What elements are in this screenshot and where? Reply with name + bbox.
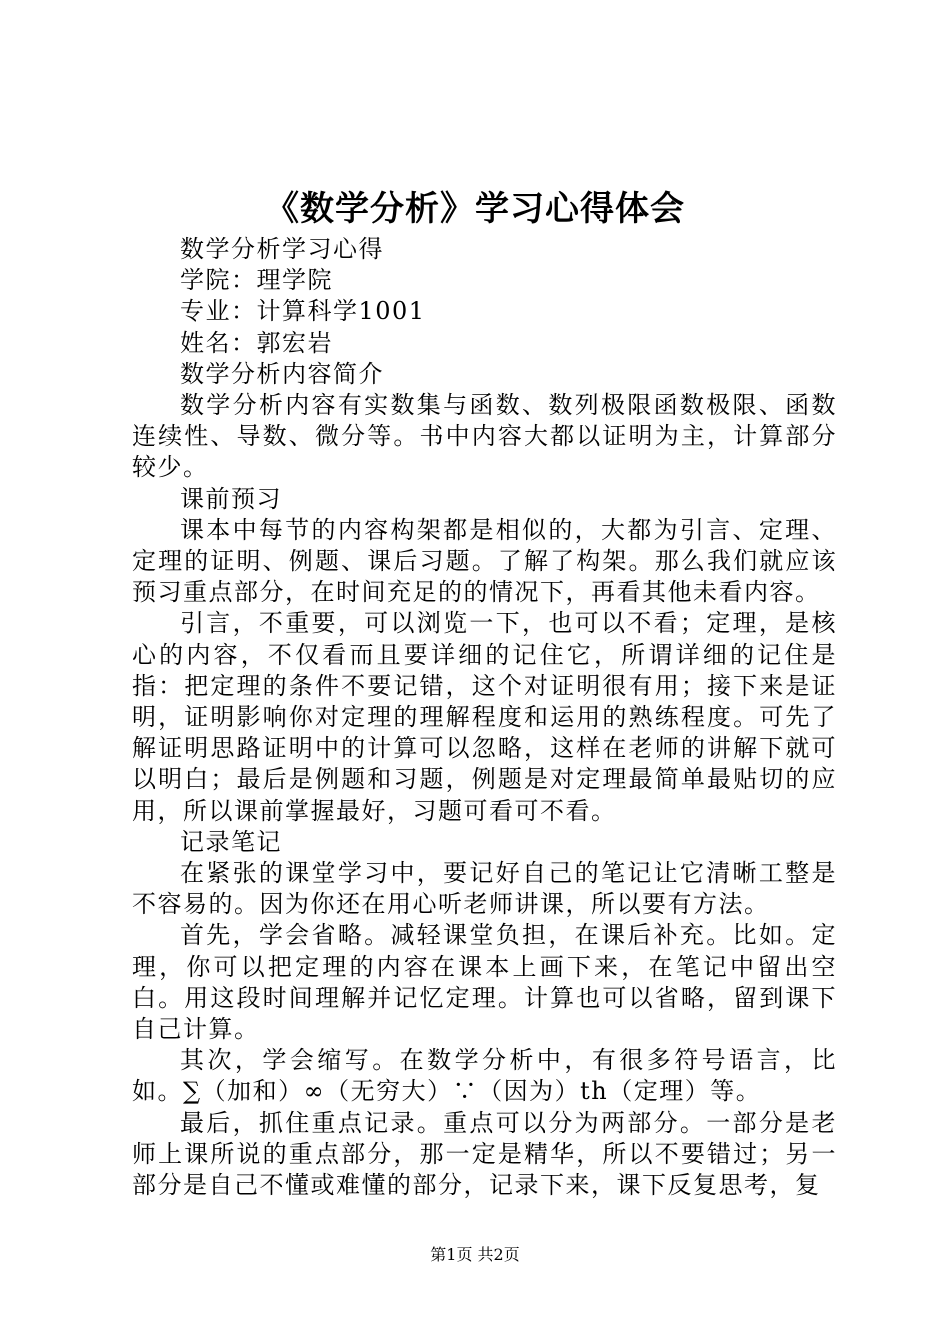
section-heading-notes: 记录笔记: [180, 827, 282, 856]
paragraph-notes-3: 其次，学会缩写。在数学分析中，有很多符号语言，比如。∑（加和）∞（无穷大）∵（因为）th（定理）等。: [132, 1046, 837, 1106]
section-heading-intro: 数学分析内容简介: [180, 359, 384, 388]
page-footer: 第1页 共2页: [430, 1245, 520, 1264]
paragraph-intro: 数学分析内容有实数集与函数、数列极限函数极限、函数连续性、导数、微分等。书中内容大都以证明为主，计算部分较少。: [132, 391, 837, 482]
document-title: 《数学分析》学习心得体会: [265, 189, 685, 229]
name-line: 姓名：郭宏岩: [180, 328, 333, 357]
section-heading-preview: 课前预习: [180, 484, 282, 513]
paragraph-preview-1: 课本中每节的内容构架都是相似的，大都为引言、定理、定理的证明、例题、课后习题。了解了构架。那么我们就应该预习重点部分，在时间充足的的情况下，再看其他未看内容。: [132, 515, 837, 607]
college-line: 学院：理学院: [180, 266, 333, 295]
paragraph-notes-4: 最后，抓住重点记录。重点可以分为两部分。一部分是老师上课所说的重点部分，那一定是精华，所以不要错过；另一部分是自己不懂或难懂的部分，记录下来，课下反复思考，复: [132, 1108, 837, 1200]
paragraph-notes-2: 首先，学会省略。减轻课堂负担，在课后补充。比如。定理，你可以把定理的内容在课本上画下来，在笔记中留出空白。用这段时间理解并记忆定理。计算也可以省略，留到课下自己计算。: [132, 921, 837, 1044]
document-body: [132, 234, 837, 1201]
paragraph-notes-1: 在紧张的课堂学习中，要记好自己的笔记让它清晰工整是不容易的。因为你还在用心听老师讲课，所以要有方法。: [132, 859, 837, 919]
subtitle: 数学分析学习心得: [180, 235, 384, 263]
paragraph-preview-2: 引言，不重要，可以浏览一下，也可以不看；定理，是核心的内容，不仅看而且要详细的记住它，所谓详细的记住是指：把定理的条件不要记错，这个对证明很有用；接下来是证明，证明影响你对定理的理解程度和运用的熟练程度。可先了解证明思路证明中的计算可以忽略，这样在老师的讲解下就可以明白；最后是例题和习题，例题是对定理最简单最贴切的应用，所以课前掌握最好，习题可看可不看。: [132, 609, 837, 825]
major-line: 专业：计算科学1001: [180, 297, 426, 326]
